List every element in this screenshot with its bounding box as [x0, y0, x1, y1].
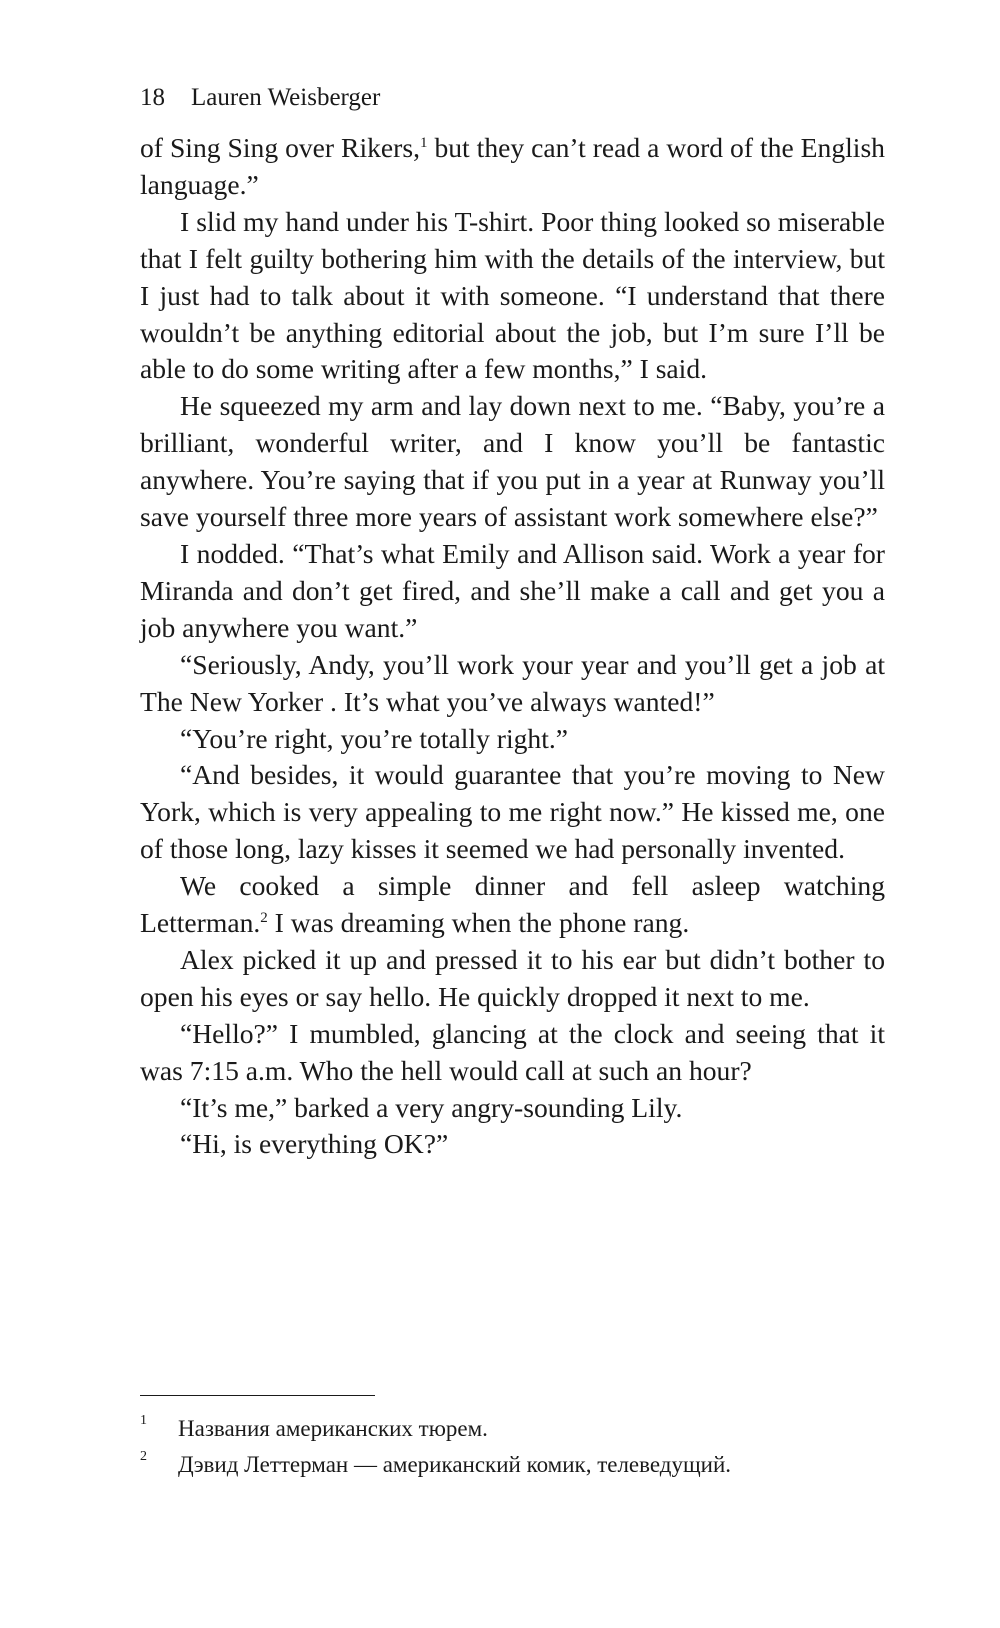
- paragraph: “You’re right, you’re totally right.”: [180, 722, 569, 754]
- paragraph: “Hi, is everything OK?”: [180, 1128, 449, 1160]
- paragraph: “It’s me,” barked a very angry-sounding Lily.: [180, 1091, 683, 1123]
- paragraph: I slid my hand under his T-shirt. Poor thing looked so miserable that I felt guilty bothering him with the details of the interview, but I just had to talk about it with someone. “I understand that there wouldn’t be anything editorial about the job, but I’m sure I’ll be able to do some writing after a few months,” I said.: [140, 205, 885, 385]
- page-number: 18: [140, 84, 165, 111]
- book-page: [140, 78, 885, 1163]
- paragraph: I nodded. “That’s what Emily and Allison said. Work a year for Miranda and don’t get fired, and she’ll make a call and get you a job anywhere you want.”: [140, 537, 885, 643]
- footnote-text: Названия американских тюрем.: [178, 1416, 488, 1441]
- footnote-mark: 1: [140, 1413, 147, 1428]
- paragraph: Alex picked it up and pressed it to his ear but didn’t bother to open his eyes or say hello. He quickly dropped it next to me.: [140, 943, 885, 1012]
- body-text: [140, 130, 885, 1163]
- paragraph: He squeezed my arm and lay down next to me. “Baby, you’re a brilliant, wonderful writer, and I know you’ll be fantastic anywhere. You’re saying that if you put in a year at Runway you’ll save yourself three more years of assistant work somewhere else?”: [140, 390, 885, 533]
- footnote-mark: 2: [140, 1449, 147, 1464]
- footnote-divider: [140, 1395, 375, 1396]
- running-head: [140, 78, 885, 118]
- paragraph: “And besides, it would guarantee that you’re moving to New York, which is very appealing to me right now.” He kissed me, one of those long, lazy kisses it seemed we had personally invented.: [140, 759, 885, 865]
- footnotes: [140, 1411, 885, 1483]
- footnote-ref-2: 2: [260, 909, 268, 926]
- footnote-2: [140, 1447, 885, 1483]
- footnote-text: Дэвид Леттерман — американский комик, телеведущий.: [178, 1452, 732, 1477]
- footnote-1: [140, 1411, 885, 1447]
- footnote-ref-1: 1: [420, 134, 428, 151]
- paragraph: of Sing Sing over Rikers,$^1$ but they can’t read a word of the English language.”: [140, 132, 885, 200]
- paragraph: We cooked a simple dinner and fell asleep watching Letterman.$^2$ I was dreaming when the phone rang.: [140, 870, 885, 939]
- paragraph: “Hello?” I mumbled, glancing at the clock and seeing that it was 7:15 a.m. Who the hell would call at such an hour?: [140, 1017, 885, 1086]
- paragraph: “Seriously, Andy, you’ll work your year and you’ll get a job at The New Yorker . It’s what you’ve always wanted!”: [140, 648, 885, 717]
- author-name: Lauren Weisberger: [191, 84, 381, 111]
